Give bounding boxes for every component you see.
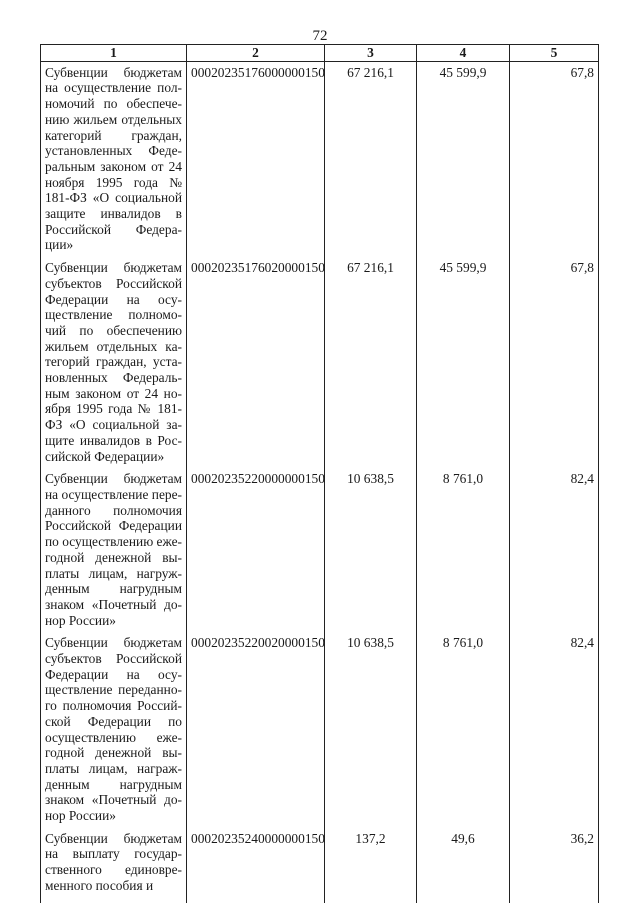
row-value-col4: 8 761,0 [417, 468, 510, 632]
table-row [41, 61, 599, 257]
row-value-col4: 45 599,9 [417, 257, 510, 468]
row-description: Субвенции бюджетам субъектов Российской Федерации на осуществление полномочий по обеспечению жильем отдельных категорий граждан, установленных Федеральным законом от 24 ноября 1995 года № 181-ФЗ «О социальной защите инвалидов в Российской Федерации» [41, 257, 187, 468]
page-number: 72 [312, 28, 328, 44]
row-value-col5: 82,4 [510, 468, 599, 632]
row-code: 00020235240000000150 [187, 828, 325, 903]
row-value-col4: 49,6 [417, 828, 510, 903]
column-header-5: 5 [510, 45, 599, 62]
row-value-col3: 67 216,1 [325, 257, 417, 468]
row-value-col3: 10 638,5 [325, 632, 417, 827]
table-row [41, 257, 599, 468]
budget-table [40, 44, 599, 903]
row-code: 00020235220000000150 [187, 468, 325, 632]
row-value-col5: 67,8 [510, 257, 599, 468]
row-value-col5: 36,2 [510, 828, 599, 903]
row-value-col3: 10 638,5 [325, 468, 417, 632]
table-header-row [41, 45, 599, 62]
row-description: Субвенции бюджетам на выплату государственного единовременного пособия и [41, 828, 187, 903]
row-value-col5: 82,4 [510, 632, 599, 827]
row-value-col5: 67,8 [510, 61, 599, 257]
column-header-2: 2 [187, 45, 325, 62]
row-code: 00020235176000000150 [187, 61, 325, 257]
row-code: 00020235176020000150 [187, 257, 325, 468]
row-value-col3: 67 216,1 [325, 61, 417, 257]
table-row [41, 632, 599, 827]
row-value-col3: 137,2 [325, 828, 417, 903]
row-description: Субвенции бюджетам на осуществление полномочий по обеспечению жильем отдельных категорий граждан, установленных Федеральным законом от 24 ноября 1995 года № 181-ФЗ «О социальной защите инвалидов в Российской Федерации» [41, 61, 187, 257]
table-row [41, 828, 599, 903]
column-header-3: 3 [325, 45, 417, 62]
column-header-4: 4 [417, 45, 510, 62]
table-row [41, 468, 599, 632]
row-value-col4: 8 761,0 [417, 632, 510, 827]
row-description: Субвенции бюджетам на осуществление переданного полномочия Российской Федерации по осуществлению ежегодной денежной выплаты лицам, нагружденным нагрудным знаком «Почетный донор России» [41, 468, 187, 632]
column-header-1: 1 [41, 45, 187, 62]
row-value-col4: 45 599,9 [417, 61, 510, 257]
row-code: 00020235220020000150 [187, 632, 325, 827]
row-description: Субвенции бюджетам субъектов Российской Федерации на осуществление переданного полномочия Российской Федерации по осуществлению ежегодной денежной выплаты лицам, награжденным нагрудным знаком «Почетный донор России» [41, 632, 187, 827]
